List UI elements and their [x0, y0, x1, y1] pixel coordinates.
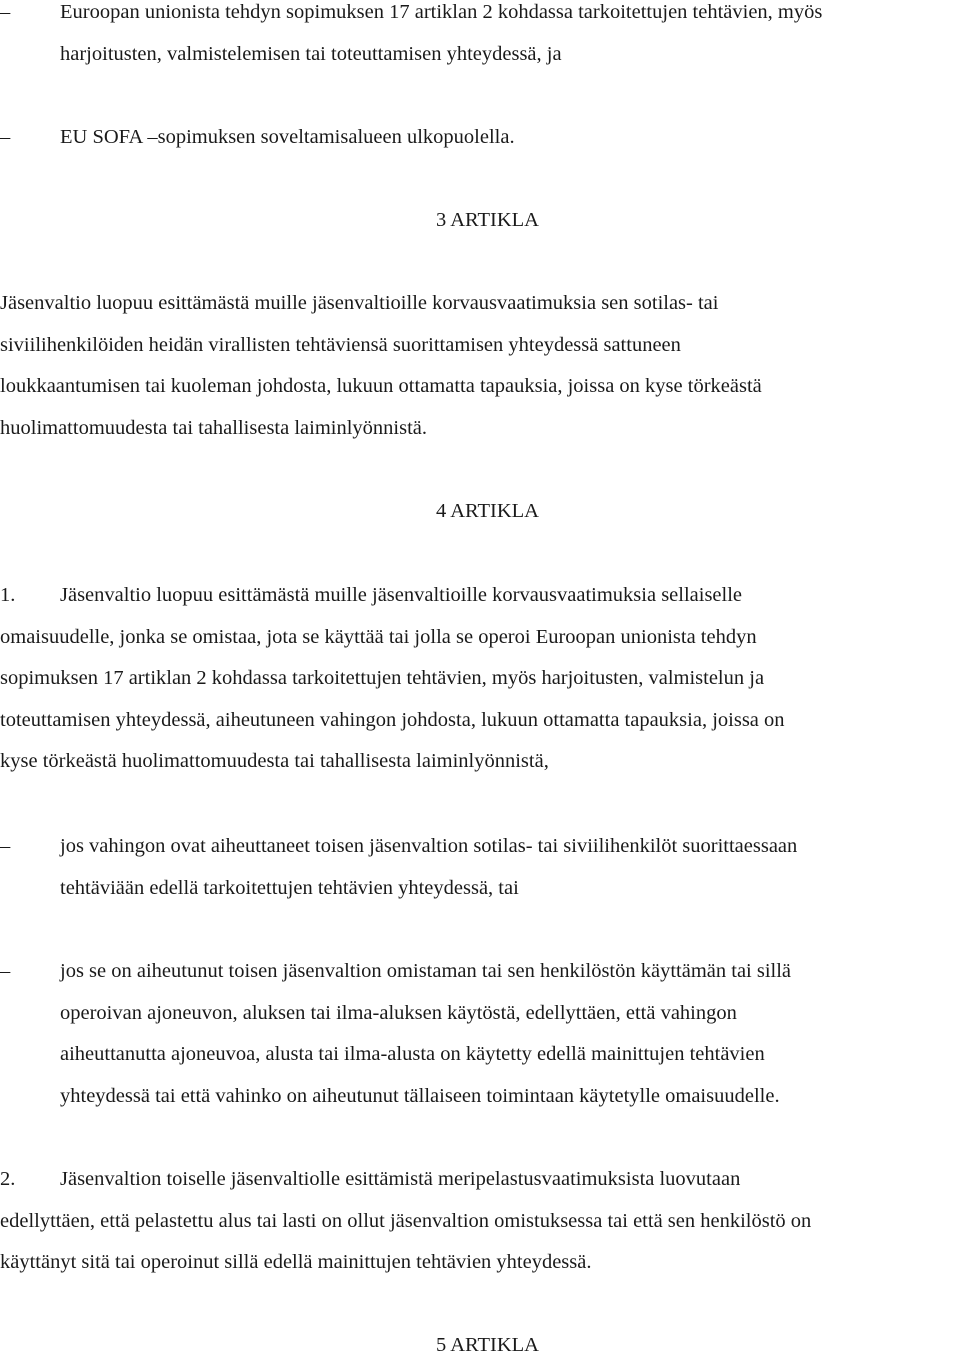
list-item-text [60, 117, 960, 159]
article-5-heading: 5 ARTIKLA [436, 1334, 539, 1356]
dash-marker: – [0, 126, 11, 148]
text-line: kyse törkeästä huolimattomuudesta tai tahallisesta laiminlyönnistä, [0, 750, 549, 773]
text-line: aiheuttanutta ajoneuvoa, alusta tai ilma-alusta on käytetty edellä mainittujen tehtävien [60, 1043, 765, 1066]
dash-marker: – [0, 960, 11, 982]
list-item-text [60, 826, 960, 909]
article-3-heading: 3 ARTIKLA [436, 209, 539, 231]
dash-marker: – [0, 1, 11, 23]
text-line: yhteydessä tai että vahinko on aiheutunut tällaiseen toimintaan käytetylle omaisuudelle. [60, 1084, 780, 1107]
dash-marker: – [0, 835, 11, 857]
text-line: Euroopan unionista tehdyn sopimuksen 17 artiklan 2 kohdassa tarkoitettujen tehtävien, myös [60, 1, 823, 23]
list-item-text [60, 951, 960, 1117]
text-line: harjoitusten, valmistelemisen tai toteuttamisen yhteydessä, ja [60, 42, 562, 65]
text-line: operoivan ajoneuvon, aluksen tai ilma-aluksen käytöstä, edellyttäen, että vahingon [60, 1001, 737, 1024]
text-line: omaisuudelle, jonka se omistaa, jota se käyttää tai jolla se operoi Euroopan unionista tehdyn [0, 625, 757, 648]
paragraph-number: 1. [0, 584, 16, 606]
text-line: Jäsenvaltio luopuu esittämästä muille jäsenvaltioille korvausvaatimuksia sen sotilas- tai [0, 292, 719, 314]
text-line: tehtäviään edellä tarkoitettujen tehtävien yhteydessä, tai [60, 876, 519, 899]
text-line: jos se on aiheutunut toisen jäsenvaltion omistaman tai sen henkilöstön käyttämän tai sillä [60, 960, 792, 982]
text-line: sopimuksen 17 artiklan 2 kohdassa tarkoitettujen tehtävien, myös harjoitusten, valmistelun ja [0, 667, 765, 690]
paragraph-number: 2. [0, 1168, 16, 1190]
text-line: edellyttäen, että pelastettu alus tai lasti on ollut jäsenvaltion omistuksessa tai että sen henkilöstö on [0, 1209, 812, 1232]
article-4-heading: 4 ARTIKLA [436, 500, 539, 522]
paragraph-first-line: Jäsenvaltio luopuu esittämästä muille jäsenvaltioille korvausvaatimuksia sellaiselle [60, 584, 743, 606]
article-3-paragraph [0, 283, 960, 449]
article-4-paragraph-1 [0, 575, 960, 783]
text-line: toteuttamisen yhteydessä, aiheutuneen vahingon johdosta, lukuun ottamatta tapauksia, joissa on [0, 708, 785, 731]
text-line: jos vahingon ovat aiheuttaneet toisen jäsenvaltion sotilas- tai siviilihenkilöt suorittaessaan [60, 835, 798, 857]
list-item-text [60, 0, 960, 75]
text-line: huolimattomuudesta tai tahallisesta laiminlyönnistä. [0, 416, 428, 439]
text-line: loukkaantumisen tai kuoleman johdosta, lukuun ottamatta tapauksia, joissa on kyse törkeästä [0, 375, 762, 398]
paragraph-first-line: Jäsenvaltion toiselle jäsenvaltiolle esittämistä meripelastusvaatimuksista luovutaan [60, 1168, 741, 1190]
text-line [0, 575, 960, 617]
text-line: käyttänyt sitä tai operoinut sillä edellä mainittujen tehtävien yhteydessä. [0, 1251, 592, 1274]
text-line [0, 1159, 960, 1201]
article-4-paragraph-2 [0, 1159, 960, 1284]
text-line: siviilihenkilöiden heidän virallisten tehtäviensä suorittamisen yhteydessä sattuneen [0, 333, 681, 356]
text-line: EU SOFA –sopimuksen soveltamisalueen ulkopuolella. [60, 126, 515, 148]
